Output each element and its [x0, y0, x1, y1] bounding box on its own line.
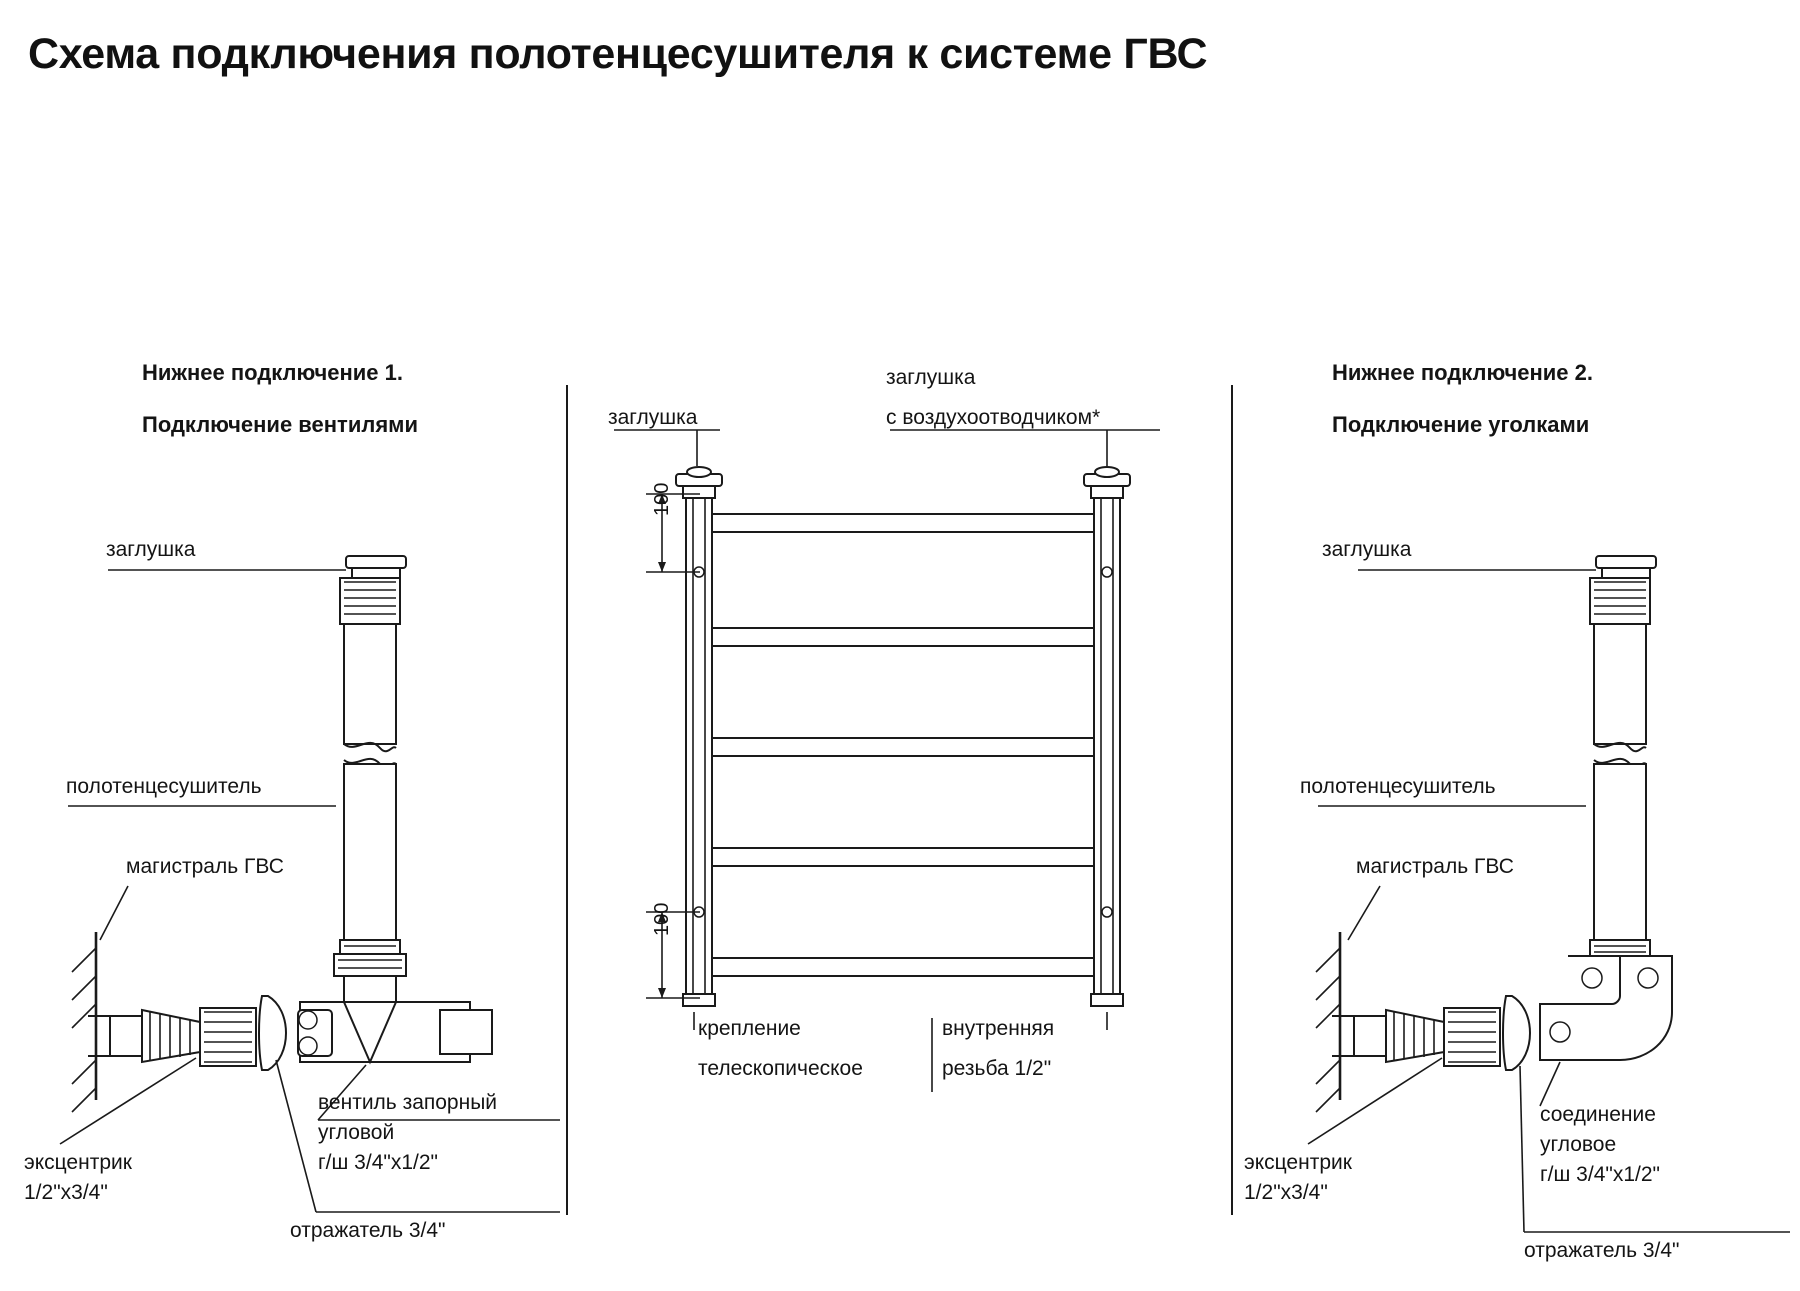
- right-heading-line1: Нижнее подключение 2.: [1332, 360, 1594, 385]
- left-label-valve-line1: вентиль запорный: [318, 1091, 498, 1114]
- center-label-thread-line2: резьба 1/2": [942, 1057, 1052, 1080]
- left-label-plug: заглушка: [106, 538, 196, 561]
- center-dimension-bottom: 100: [651, 902, 673, 936]
- left-label-towel-rail: полотенцесушитель: [66, 775, 262, 798]
- center-label-plug-air-line1: заглушка: [886, 366, 976, 389]
- right-label-towel-rail: полотенцесушитель: [1300, 775, 1496, 798]
- center-label-mount-line2: телескопическое: [698, 1057, 863, 1080]
- left-heading-line2: Подключение вентилями: [142, 412, 418, 437]
- center-dimension-top: 100: [651, 482, 673, 516]
- left-label-reflector: отражатель 3/4": [290, 1219, 446, 1242]
- page-title: Схема подключения полотенцесушителя к системе ГВС: [28, 30, 1208, 78]
- right-label-plug: заглушка: [1322, 538, 1412, 561]
- center-label-thread-line1: внутренняя: [942, 1017, 1055, 1040]
- left-label-valve-line3: г/ш 3/4"х1/2": [318, 1151, 438, 1174]
- left-heading-line1: Нижнее подключение 1.: [142, 360, 404, 385]
- right-label-main-line: магистраль ГВС: [1356, 855, 1514, 878]
- center-label-plug: заглушка: [608, 406, 698, 429]
- right-heading-line2: Подключение уголками: [1332, 412, 1590, 437]
- left-label-valve-line2: угловой: [318, 1121, 395, 1144]
- towel-rail-front-view: [614, 430, 1160, 1092]
- left-label-eccentric-line1: эксцентрик: [24, 1151, 132, 1174]
- left-label-eccentric-line2: 1/2"х3/4": [24, 1181, 108, 1204]
- center-label-plug-air-line2: с воздухоотводчиком*: [886, 406, 1101, 429]
- center-label-mount-line1: крепление: [698, 1017, 801, 1040]
- right-label-eccentric-line2: 1/2"х3/4": [1244, 1181, 1328, 1204]
- right-label-elbow-line3: г/ш 3/4"х1/2": [1540, 1163, 1660, 1186]
- right-label-reflector: отражатель 3/4": [1524, 1239, 1680, 1262]
- right-label-elbow-line2: угловое: [1540, 1133, 1617, 1156]
- right-label-eccentric-line1: эксцентрик: [1244, 1151, 1352, 1174]
- right-label-elbow-line1: соединение: [1540, 1103, 1656, 1126]
- left-label-main-line: магистраль ГВС: [126, 855, 284, 878]
